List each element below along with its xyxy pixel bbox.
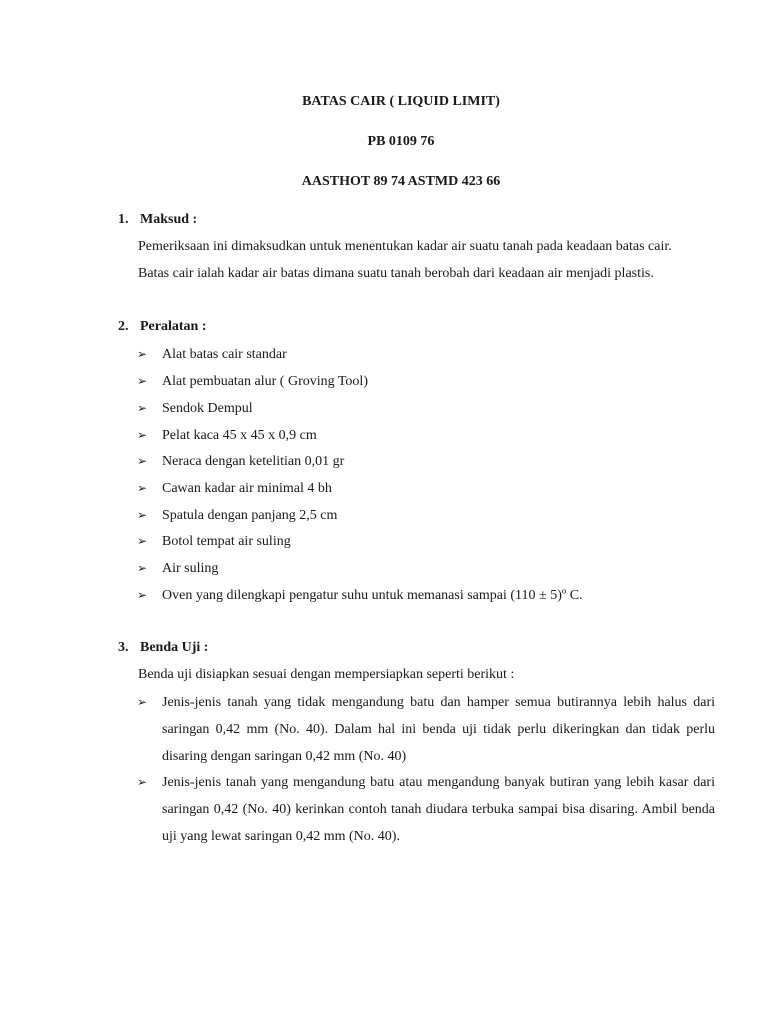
list-item-text: Pelat kaca 45 x 45 x 0,9 cm bbox=[162, 428, 317, 443]
arrow-bullet-icon: ➢ bbox=[137, 695, 148, 709]
paragraph-maksud-2: Batas cair ialah kadar air batas dimana suatu tanah berobah dari keadaan air menjadi plastis. bbox=[138, 266, 654, 281]
document-standard-aashto-astm: AASTHOT 89 74 ASTMD 423 66 bbox=[301, 174, 501, 189]
document-standard-pb: PB 0109 76 bbox=[367, 134, 435, 149]
list-item bbox=[137, 368, 715, 395]
section-title: Benda Uji : bbox=[140, 640, 209, 655]
list-item bbox=[137, 555, 715, 582]
arrow-bullet-icon: ➢ bbox=[137, 347, 148, 361]
list-item-text: Sendok Dempul bbox=[162, 401, 253, 416]
section-number: 2. bbox=[118, 319, 129, 334]
section-title: Maksud : bbox=[140, 212, 198, 227]
arrow-bullet-icon: ➢ bbox=[137, 401, 148, 415]
section-heading-benda-uji bbox=[118, 640, 208, 656]
list-item bbox=[137, 689, 715, 770]
arrow-bullet-icon: ➢ bbox=[137, 534, 148, 548]
arrow-bullet-icon: ➢ bbox=[137, 561, 148, 575]
list-item-text: Air suling bbox=[162, 561, 219, 576]
list-item-text: Alat pembuatan alur ( Groving Tool) bbox=[162, 374, 368, 389]
list-item bbox=[137, 341, 715, 368]
list-item bbox=[137, 502, 715, 529]
paragraph-maksud-1: Pemeriksaan ini dimaksudkan untuk menentukan kadar air suatu tanah pada keadaan batas cair. bbox=[138, 239, 672, 254]
list-item-text: Botol tempat air suling bbox=[162, 534, 291, 549]
list-item bbox=[137, 528, 715, 555]
arrow-bullet-icon: ➢ bbox=[137, 428, 148, 442]
list-item-text: Spatula dengan panjang 2,5 cm bbox=[162, 508, 338, 523]
section-number: 1. bbox=[118, 212, 129, 227]
list-item bbox=[137, 448, 715, 475]
arrow-bullet-icon: ➢ bbox=[137, 588, 148, 602]
list-item bbox=[137, 769, 715, 850]
document-title: BATAS CAIR ( LIQUID LIMIT) bbox=[302, 94, 500, 109]
list-item bbox=[137, 582, 715, 609]
list-item-text: Oven yang dilengkapi pengatur suhu untuk memanasi sampai (110 ± 5)º C. bbox=[162, 588, 583, 603]
list-item-text: Alat batas cair standar bbox=[162, 347, 287, 362]
list-item bbox=[137, 422, 715, 449]
list-item-text: Jenis-jenis tanah yang mengandung batu atau mengandung banyak butiran yang lebih kasar dari saringan 0,42 (No. 40) kerinkan contoh tanah diudara terbuka sampai bisa disaring. Ambil benda uji yang lewat saringan 0,42 mm (No. 40). bbox=[162, 775, 715, 844]
section-number: 3. bbox=[118, 640, 129, 655]
arrow-bullet-icon: ➢ bbox=[137, 374, 148, 388]
paragraph-benda-uji-intro: Benda uji disiapkan sesuai dengan mempersiapkan seperti berikut : bbox=[138, 667, 515, 682]
list-item bbox=[137, 475, 715, 502]
arrow-bullet-icon: ➢ bbox=[137, 508, 148, 522]
arrow-bullet-icon: ➢ bbox=[137, 454, 148, 468]
list-item-text: Jenis-jenis tanah yang tidak mengandung batu dan hamper semua butirannya lebih halus dari saringan 0,42 mm (No. 40). Dalam hal ini benda uji tidak perlu dikeringkan dan tidak perlu disaring dengan saringan 0,42 mm (No. 40) bbox=[162, 695, 715, 764]
section-heading-peralatan bbox=[118, 319, 206, 335]
section-heading-maksud bbox=[118, 212, 197, 228]
section-title: Peralatan : bbox=[140, 319, 207, 334]
arrow-bullet-icon: ➢ bbox=[137, 775, 148, 789]
list-item-text: Neraca dengan ketelitian 0,01 gr bbox=[162, 454, 345, 469]
list-item bbox=[137, 395, 715, 422]
list-item-text: Cawan kadar air minimal 4 bh bbox=[162, 481, 332, 496]
arrow-bullet-icon: ➢ bbox=[137, 481, 148, 495]
